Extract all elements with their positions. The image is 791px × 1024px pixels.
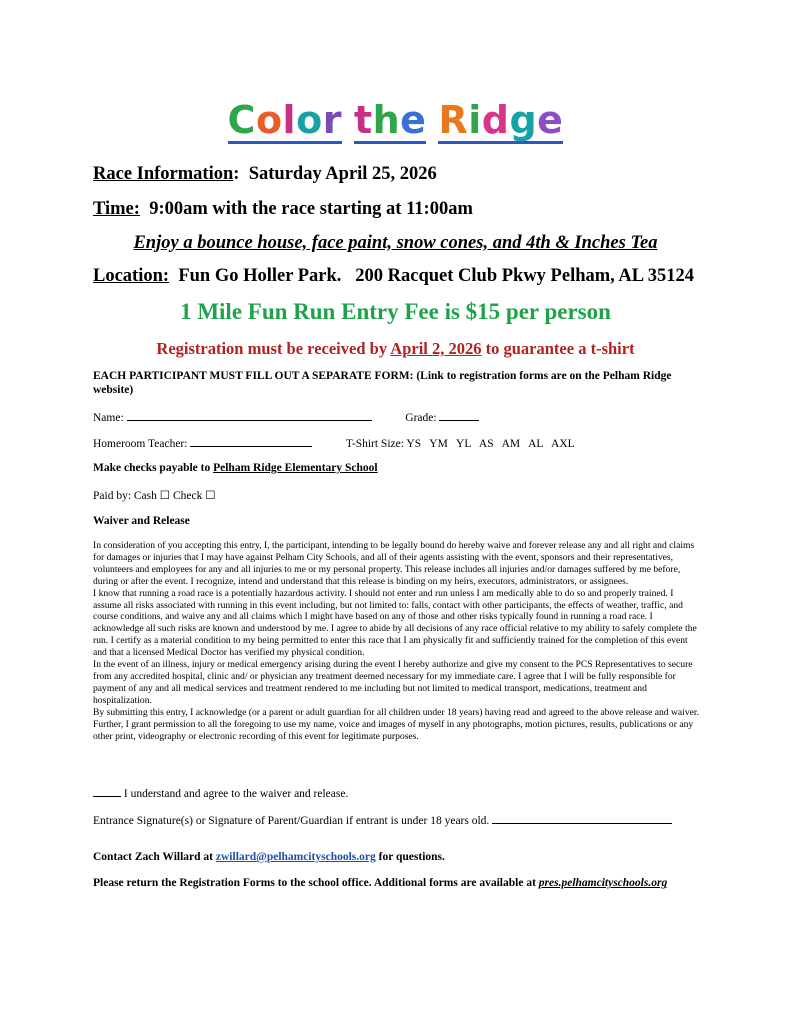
homeroom-tshirt-row [93, 435, 575, 450]
return-before: Please return the Registration Forms to the school office. Additional forms are available at [93, 877, 539, 889]
contact-before: Contact Zach Willard at [93, 851, 216, 863]
registration-after: to guarantee a t-shirt [481, 339, 635, 358]
paid-by-label: Paid by: [93, 490, 132, 502]
instructions: EACH PARTICIPANT MUST FILL OUT A SEPARATE FORM: (Link to registration forms are on the Pelham Ridge website) [93, 370, 672, 396]
check-checkbox[interactable]: ☐ [205, 490, 216, 502]
race-date: Saturday April 25, 2026 [248, 164, 437, 184]
location-label: Location: [93, 266, 170, 286]
return-line [93, 877, 667, 889]
contact-line [93, 851, 445, 863]
school-website-link[interactable]: pres.pelhamcityschools.org [538, 877, 668, 889]
contact-after: for questions. [375, 851, 445, 863]
race-time [93, 199, 473, 220]
race-information-colon: : [233, 164, 240, 184]
waiver-paragraph: I know that running a road race is a potentially hazardous activity. I should not enter and run unless I am medically able to do so and properly trained. I assume all risks associated with running in this event including, but not limited to: falls, contact with other participants, the effects of weather, traffic, and course conditions, and waive any and all claims which I might have based on any of those and other risks typically found in running a road race. I acknowledge all such risks are known and understood by me. I agree to abide by all decisions of any race official relative to my ability to safely complete the run. I certify as a material condition to my being permitted to enter this race that I am physically fit and sufficiently trained for the completion of this event and that a licensed Medical Doctor has verified my physical condition. [93, 587, 697, 659]
time-label: Time: [93, 199, 140, 219]
checks-label: Make checks payable to [93, 462, 214, 474]
cash-label: Cash [133, 490, 157, 502]
agree-text: I understand and agree to the waiver and release. [123, 788, 349, 800]
waiver-title: Waiver and Release [93, 515, 190, 527]
title-letter: h [372, 98, 401, 142]
registration-before: Registration must be received by [156, 339, 391, 358]
title-letter: e [400, 98, 427, 142]
title-word [353, 98, 427, 144]
location-value: Fun Go Holler Park. 200 Racquet Club Pkwy Pelham, AL 35124 [178, 266, 694, 286]
check-label: Check [172, 490, 203, 502]
agree-initials-field[interactable] [93, 785, 121, 797]
title-letter: l [282, 98, 297, 142]
checks-payable [93, 462, 378, 474]
activities-line: Enjoy a bounce house, face paint, snow cones, and 4th & Inches Tea [133, 233, 658, 253]
title-letter: r [322, 98, 342, 142]
cash-checkbox[interactable]: ☐ [159, 490, 171, 502]
waiver-paragraph: By submitting this entry, I acknowledge (or a parent or adult guardian for all children under 18 years) having read and agreed to the above release and waiver. [93, 706, 699, 718]
title-word [438, 98, 564, 144]
grade-field[interactable] [439, 409, 479, 421]
contact-email-link[interactable]: zwillard@pelhamcityschools.org [215, 851, 376, 863]
waiver-paragraph: Further, I grant permission to all the foregoing to use my name, voice and images of myself in any photographs, motion pictures, results, publications or any other print, videography or electronic recording of this event for legitimate purposes. [93, 718, 694, 742]
title-letter: t [353, 98, 373, 142]
location [93, 266, 694, 287]
title-letter: o [255, 98, 283, 142]
entry-fee-heading: 1 Mile Fun Run Entry Fee is $15 per person [180, 299, 611, 324]
title-letter: C [227, 98, 256, 142]
paid-by-row [93, 488, 216, 502]
title-letter: R [438, 98, 469, 142]
waiver-paragraph: In consideration of you accepting this entry, I, the participant, intending to be legally bound do hereby waive and forever release any and all right and claims for damages or injuries that I may have against Pelham City Schools, and all of their agents assisting with the event, sponsors and their representatives, volunteers and employees for any and all injuries to me or my personal property. This release includes all injuries and/or damages suffered by me before, during or after the event. I recognize, intend and understand that this release is binding on my heirs, executors, administrators, or assignees. [93, 540, 695, 587]
name-field[interactable] [127, 409, 372, 421]
page-title [0, 98, 791, 144]
title-word [227, 98, 342, 144]
name-grade-row [93, 409, 479, 424]
homeroom-field[interactable] [190, 435, 312, 447]
waiver-text [93, 540, 699, 742]
tshirt-sizes[interactable]: YS YM YL AS AM AL AXL [406, 438, 575, 450]
registration-deadline [0, 339, 791, 359]
title-letter: i [468, 98, 482, 142]
title-letter: g [509, 98, 538, 142]
waiver-paragraph: In the event of an illness, injury or medical emergency arising during the event I hereby authorize and give my consent to the PCS Representatives to secure from any accredited hospital, clinic and/ or physician any treatment deemed necessary for my immediate care. I agree that I will be fully responsible for payment of any and all medical services and treatment rendered to me including but not limited to medical transport, medications, treatment and hospitalization. [93, 659, 693, 706]
grade-label: Grade: [405, 412, 437, 424]
title-letter: e [537, 98, 564, 142]
title-letter: d [481, 98, 510, 142]
title-letter: o [296, 98, 323, 142]
signature-row [93, 812, 672, 827]
time-value: 9:00am with the race starting at 11:00am [149, 199, 473, 219]
agree-row [93, 785, 348, 800]
signature-label: Entrance Signature(s) or Signature of Parent/Guardian if entrant is under 18 years old. [93, 815, 490, 827]
name-label: Name: [93, 412, 124, 424]
race-information [93, 164, 437, 185]
checks-payee: Pelham Ridge Elementary School [213, 462, 378, 474]
race-information-label: Race Information [93, 164, 234, 184]
homeroom-label: Homeroom Teacher: [93, 438, 188, 450]
registration-date: April 2, 2026 [390, 339, 482, 358]
tshirt-label: T-Shirt Size: [345, 438, 404, 450]
signature-field[interactable] [492, 812, 672, 824]
